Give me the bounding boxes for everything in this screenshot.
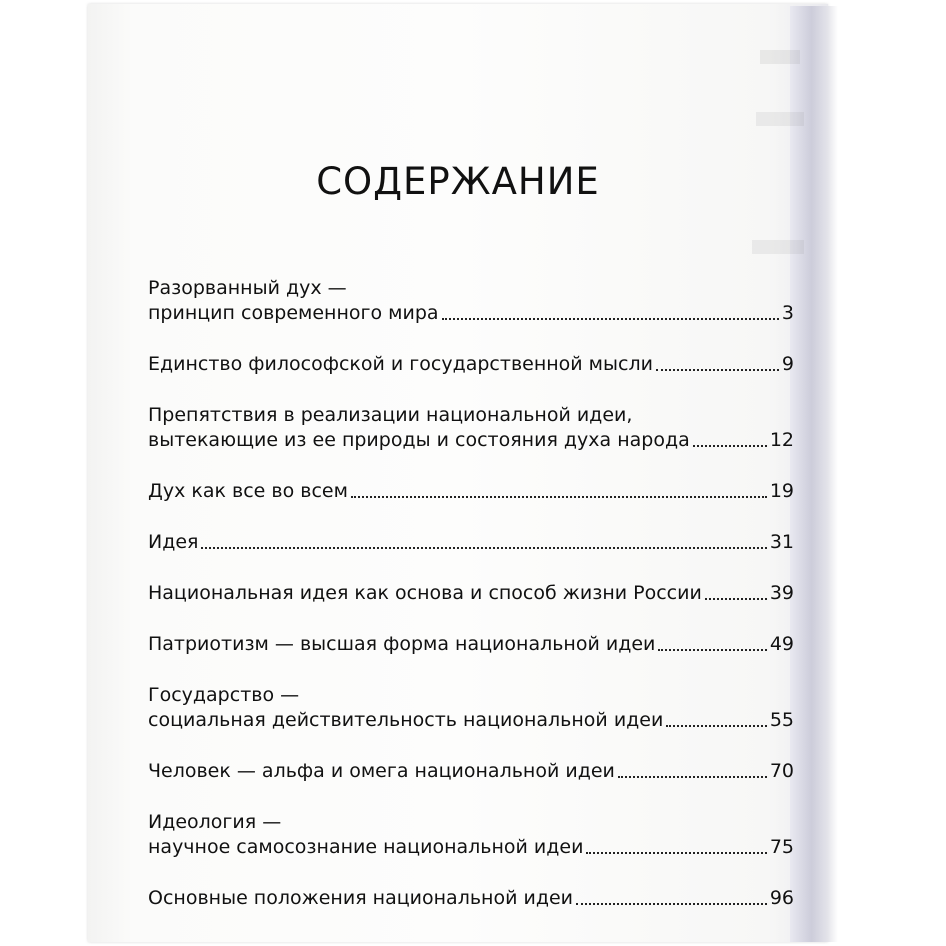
toc-entry-first-line: Идеология — xyxy=(148,811,282,833)
toc-entry xyxy=(148,759,794,784)
dot-leader xyxy=(586,852,766,854)
toc-page-number: 75 xyxy=(769,836,794,858)
page-title: СОДЕРЖАНИЕ xyxy=(316,160,600,203)
toc-entry-title: принцип современного мира xyxy=(148,302,439,324)
dot-leader xyxy=(576,903,767,905)
toc-entry xyxy=(148,276,794,326)
toc-entry-row xyxy=(148,759,794,784)
toc-entry xyxy=(148,886,794,911)
toc-entry-title: социальная действительность национальной идеи xyxy=(148,709,664,731)
toc-page-number: 70 xyxy=(769,760,794,782)
toc-page-number: 39 xyxy=(769,582,794,604)
toc-entry xyxy=(148,352,794,377)
dot-leader xyxy=(666,725,766,727)
toc-entry-title: Основные положения национальной идеи xyxy=(148,887,573,909)
toc-entry xyxy=(148,683,794,733)
dot-leader xyxy=(693,445,767,447)
toc-page-number: 9 xyxy=(781,353,794,375)
toc-entry xyxy=(148,479,794,504)
toc-entry-row xyxy=(148,835,794,860)
dot-leader xyxy=(656,369,779,371)
toc-page-number: 55 xyxy=(769,709,794,731)
toc-entry-title: Патриотизм — высшая форма национальной идеи xyxy=(148,633,656,655)
toc-entry-row xyxy=(148,301,794,326)
toc-entry-title: Идея xyxy=(148,531,199,553)
toc-page-number: 3 xyxy=(781,302,794,324)
toc-entry-title: Человек — альфа и омега национальной идеи xyxy=(148,760,615,782)
toc-entry xyxy=(148,403,794,453)
toc-entry-first-line: Разорванный дух — xyxy=(148,277,347,299)
toc-entry-first-line: Препятствия в реализации национальной идеи, xyxy=(148,404,633,426)
table-of-contents xyxy=(148,276,794,937)
toc-entry-row xyxy=(148,708,794,733)
toc-entry-title: вытекающие из ее природы и состояния духа народа xyxy=(148,429,690,451)
dot-leader xyxy=(442,318,779,320)
toc-entry xyxy=(148,810,794,860)
dot-leader xyxy=(658,649,766,651)
toc-page-number: 12 xyxy=(769,429,794,451)
toc-entry-row xyxy=(148,352,794,377)
dot-leader xyxy=(201,547,766,549)
toc-entry-title: научное самосознание национальной идеи xyxy=(148,836,584,858)
toc-entry-row xyxy=(148,428,794,453)
bleed-through-mark xyxy=(756,112,804,126)
bleed-through-mark xyxy=(752,240,804,254)
toc-entry-row xyxy=(148,530,794,555)
bleed-through-mark xyxy=(760,50,800,64)
toc-page-number: 96 xyxy=(769,887,794,909)
toc-entry-row xyxy=(148,632,794,657)
dot-leader xyxy=(618,776,767,778)
toc-entry-row xyxy=(148,581,794,606)
toc-entry xyxy=(148,530,794,555)
toc-entry-title: Единство философской и государственной мысли xyxy=(148,353,653,375)
toc-entry-row xyxy=(148,886,794,911)
toc-page-number: 31 xyxy=(769,531,794,553)
dot-leader xyxy=(705,598,767,600)
toc-entry-title: Национальная идея как основа и способ жизни России xyxy=(148,582,702,604)
page-edge xyxy=(790,6,838,942)
toc-entry-row xyxy=(148,479,794,504)
dot-leader xyxy=(351,496,767,498)
toc-entry xyxy=(148,581,794,606)
toc-page-number: 49 xyxy=(769,633,794,655)
toc-entry-title: Дух как все во всем xyxy=(148,480,348,502)
toc-entry-first-line: Государство — xyxy=(148,684,300,706)
toc-entry xyxy=(148,632,794,657)
toc-page-number: 19 xyxy=(769,480,794,502)
